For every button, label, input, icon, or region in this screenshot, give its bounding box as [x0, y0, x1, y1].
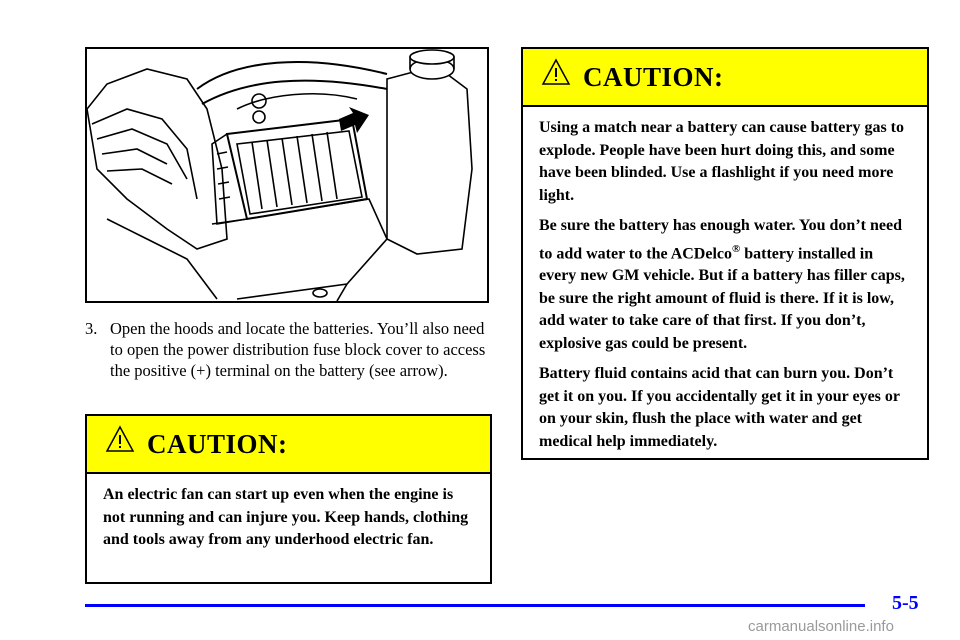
caution-paragraph-2-start: Be sure the battery has enough water. You don’t need to add water to the ACDelco: [539, 217, 902, 262]
caution-title: CAUTION:: [147, 429, 288, 459]
caution-header: [523, 49, 927, 107]
caution-body: [87, 474, 490, 552]
instruction-step: [85, 318, 495, 381]
caution-box-battery: [521, 47, 929, 460]
caution-paragraph-2-end: battery installed in every new GM vehicle. But if a battery has filler caps, be sure the right amount of fluid is there. If it is low, add water to take care of that first. If you don’t, explosive gas could be present.: [539, 244, 905, 352]
step-number: 3.: [85, 319, 98, 338]
fuse-block-icon: [87, 49, 487, 301]
watermark: carmanualsonline.info: [748, 618, 894, 635]
caution-paragraph-3: Battery fluid contains acid that can burn you. Don’t get it on you. If you accidentally get it in your eyes or on your skin, flush the place with water and get medical help immediately.: [539, 365, 900, 450]
engine-illustration: [85, 47, 489, 303]
page-number: 5-5: [892, 592, 919, 614]
caution-paragraph-1: Using a match near a battery can cause battery gas to explode. People have been hurt doing this, and some have been blinded. Use a flashlight if you need more light.: [539, 119, 904, 204]
caution-box-fan: [85, 414, 492, 584]
caution-body: [523, 107, 927, 453]
caution-header: [87, 416, 490, 474]
caution-title: CAUTION:: [583, 62, 724, 92]
footer-rule: [85, 604, 865, 607]
caution-paragraph-2: [539, 215, 911, 355]
caution-text: An electric fan can start up even when the engine is not running and can injure you. Keep hands, clothing and tools away from any underhood electric fan.: [103, 486, 469, 548]
warning-triangle-icon: [541, 57, 571, 87]
step-text: Open the hoods and locate the batteries. You’ll also need to open the power distribution fuse block cover to access the positive (+) terminal on the battery (see arrow).: [110, 319, 486, 380]
warning-triangle-icon: [105, 424, 135, 454]
registered-mark: ®: [732, 242, 741, 255]
